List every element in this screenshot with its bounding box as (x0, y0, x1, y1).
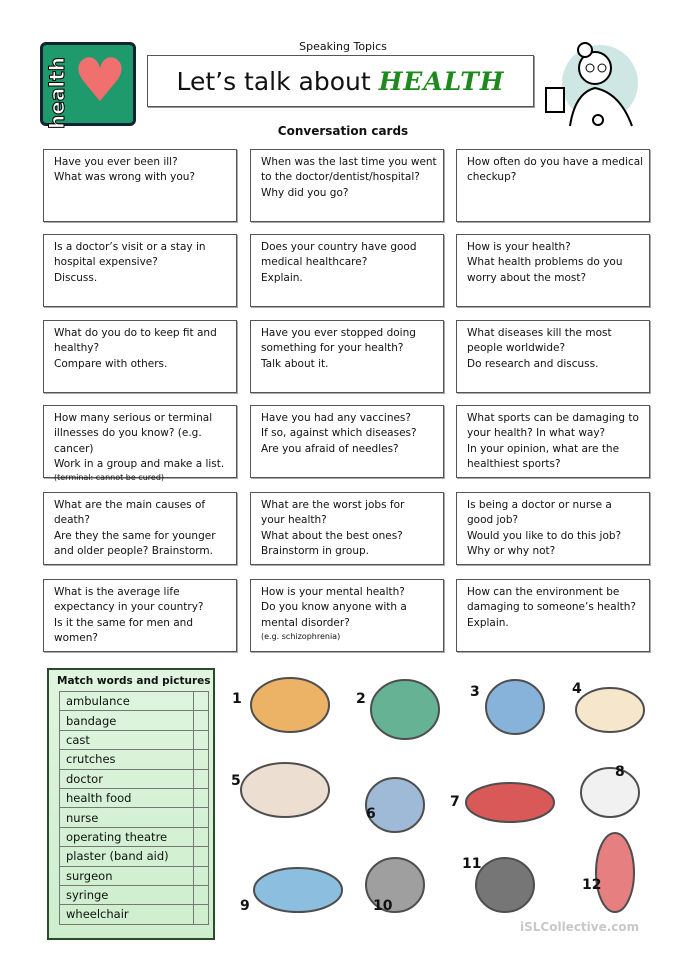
match-words-panel (47, 668, 215, 940)
card-line: Brainstorm in group. (261, 544, 369, 557)
answer-box[interactable] (194, 885, 209, 904)
match-word: ambulance (60, 692, 194, 711)
surgeon-icon (365, 672, 445, 747)
conversation-card (456, 149, 650, 222)
conversation-card (43, 234, 237, 307)
conversation-card (456, 579, 650, 652)
match-word: nurse (60, 808, 194, 827)
match-row (60, 808, 209, 827)
conversation-card (456, 320, 650, 393)
match-heading: Match words and pictures (57, 675, 211, 687)
card-line: Why did you go? (261, 186, 349, 199)
picture-number: 4 (572, 681, 582, 697)
ambulance-icon (460, 775, 560, 830)
match-word: bandage (60, 711, 194, 730)
card-line: and older people? Brainstorm. (54, 544, 213, 557)
card-line: How is your health? (467, 241, 571, 253)
health-food-icon (245, 670, 335, 740)
card-line: Compare with others. (54, 357, 168, 370)
subtitle: Speaking Topics (299, 40, 387, 53)
conversation-card (250, 579, 444, 652)
card-line: What sports can be damaging to (467, 412, 639, 424)
card-line: What health problems do you (467, 256, 623, 269)
card-line: Are you afraid of needles? (261, 442, 399, 455)
card-line: Is a doctor’s visit or a stay in (54, 241, 206, 253)
match-row (60, 730, 209, 749)
card-line: What about the best ones? (261, 529, 403, 542)
card-line: to the doctor/dentist/hospital? (261, 171, 420, 184)
crutches-icon (360, 850, 430, 920)
card-line: expectancy in your country? (54, 601, 204, 614)
picture-number: 12 (582, 877, 602, 893)
doctor-icon (540, 38, 640, 128)
card-line: checkup? (467, 171, 517, 184)
card-line: healthiest sports? (467, 457, 561, 470)
picture-number: 10 (373, 898, 393, 914)
card-line: Are they the same for younger (54, 529, 216, 542)
picture-number: 2 (356, 691, 366, 707)
bandage-icon (235, 755, 335, 825)
match-word: syringe (60, 885, 194, 904)
card-line: Is being a doctor or nurse a (467, 499, 612, 511)
answer-box[interactable] (194, 769, 209, 788)
conversation-card (43, 405, 237, 483)
match-row (60, 866, 209, 885)
answer-box[interactable] (194, 847, 209, 866)
conversation-card (456, 492, 650, 565)
card-line: illnesses do you know? (e.g. cancer) (54, 427, 202, 455)
match-row (60, 711, 209, 730)
conversation-card (250, 320, 444, 393)
match-row (60, 885, 209, 904)
card-line: (terminal: cannot be cured) (54, 473, 165, 483)
card-line: good job? (467, 514, 519, 527)
answer-box[interactable] (194, 730, 209, 749)
answer-box[interactable] (194, 827, 209, 846)
card-line: (e.g. schizophrenia) (261, 631, 341, 641)
picture-number: 3 (470, 684, 480, 700)
card-line: damaging to someone’s health? (467, 601, 636, 614)
card-line: your health? (261, 514, 327, 527)
card-line: Explain. (467, 616, 509, 629)
match-row (60, 750, 209, 769)
card-line: Talk about it. (261, 357, 329, 370)
conversation-card (43, 320, 237, 393)
match-row (60, 788, 209, 807)
match-row (60, 692, 209, 711)
card-line: Work in a group and make a list. (54, 457, 225, 470)
page-title (147, 55, 534, 107)
match-row (60, 847, 209, 866)
conversation-card (250, 149, 444, 222)
card-line: How is your mental health? (261, 586, 405, 598)
card-line: How often do you have a medical (467, 156, 644, 168)
card-line: What diseases kill the most (467, 327, 612, 339)
card-line: Have you ever stopped doing (261, 327, 416, 339)
card-line: Do you know anyone with a (261, 601, 407, 614)
match-word: crutches (60, 750, 194, 769)
card-line: How many serious or terminal (54, 412, 213, 424)
match-table (59, 691, 209, 925)
picture-number: 8 (615, 764, 625, 780)
card-line: Have you had any vaccines? (261, 412, 411, 424)
card-line: In your opinion, what are the (467, 442, 620, 455)
heart-icon: ♥ (73, 46, 127, 116)
logo-text: health (45, 57, 69, 129)
card-line: Do research and discuss. (467, 357, 599, 370)
card-line: Why or why not? (467, 544, 556, 557)
health-logo (40, 42, 136, 129)
conversation-card (456, 234, 650, 307)
match-word: operating theatre (60, 827, 194, 846)
match-word: plaster (band aid) (60, 847, 194, 866)
card-line: mental disorder? (261, 616, 350, 629)
match-row (60, 905, 209, 924)
picture-number: 1 (232, 691, 242, 707)
card-line: healthy? (54, 342, 100, 355)
answer-box[interactable] (194, 905, 209, 924)
match-word: wheelchair (60, 905, 194, 924)
answer-box[interactable] (194, 866, 209, 885)
card-line: something for your health? (261, 342, 404, 355)
card-line: What was wrong with you? (54, 171, 195, 184)
card-line: Explain. (261, 271, 303, 284)
match-word: health food (60, 788, 194, 807)
card-line: When was the last time you went (261, 156, 437, 168)
card-line: Is it the same for men and (54, 616, 193, 629)
plaster-icon (570, 680, 650, 740)
conversation-card (250, 405, 444, 478)
conversation-card (456, 405, 650, 478)
conversation-card (43, 149, 237, 222)
cast-icon (575, 760, 645, 825)
card-line: medical healthcare? (261, 256, 368, 269)
card-line: Would you like to do this job? (467, 529, 622, 542)
card-line: Have you ever been ill? (54, 156, 178, 168)
picture-number: 7 (450, 794, 460, 810)
section-heading: Conversation cards (277, 124, 409, 138)
card-line: people worldwide? (467, 342, 566, 355)
picture-number: 6 (366, 806, 376, 822)
card-line: What is the average life (54, 586, 180, 598)
watermark: iSLCollective.com (520, 920, 640, 934)
match-row (60, 827, 209, 846)
answer-box[interactable] (194, 711, 209, 730)
answer-box[interactable] (194, 808, 209, 827)
title-prefix: Let’s talk about (176, 66, 371, 96)
answer-box[interactable] (194, 788, 209, 807)
nurse-icon (590, 825, 640, 920)
conversation-card (43, 579, 237, 652)
card-line: How can the environment be (467, 586, 620, 598)
card-line: What are the main causes of (54, 499, 206, 511)
card-line: If so, against which diseases? (261, 427, 417, 440)
answer-box[interactable] (194, 750, 209, 769)
conversation-card (250, 234, 444, 307)
match-word: surgeon (60, 866, 194, 885)
card-line: death? (54, 514, 90, 527)
card-line: What are the worst jobs for (261, 499, 405, 511)
doctor-icon (480, 672, 550, 742)
title-highlight: HEALTH (378, 66, 505, 96)
picture-number: 5 (231, 773, 241, 789)
card-line: your health? In what way? (467, 427, 606, 440)
card-line: hospital expensive? (54, 256, 158, 269)
answer-box[interactable] (194, 692, 209, 711)
card-line: Does your country have good (261, 241, 417, 253)
card-line: Discuss. (54, 271, 98, 284)
match-word: doctor (60, 769, 194, 788)
conversation-card (43, 492, 237, 565)
match-row (60, 769, 209, 788)
match-word: cast (60, 730, 194, 749)
picture-number: 9 (240, 898, 250, 914)
card-line: women? (54, 631, 98, 644)
picture-number: 11 (462, 856, 482, 872)
card-line: worry about the most? (467, 271, 587, 284)
conversation-card (250, 492, 444, 565)
card-line: What do you do to keep fit and (54, 327, 217, 339)
syringe-icon (360, 770, 430, 840)
operating-theatre-icon (248, 860, 348, 920)
